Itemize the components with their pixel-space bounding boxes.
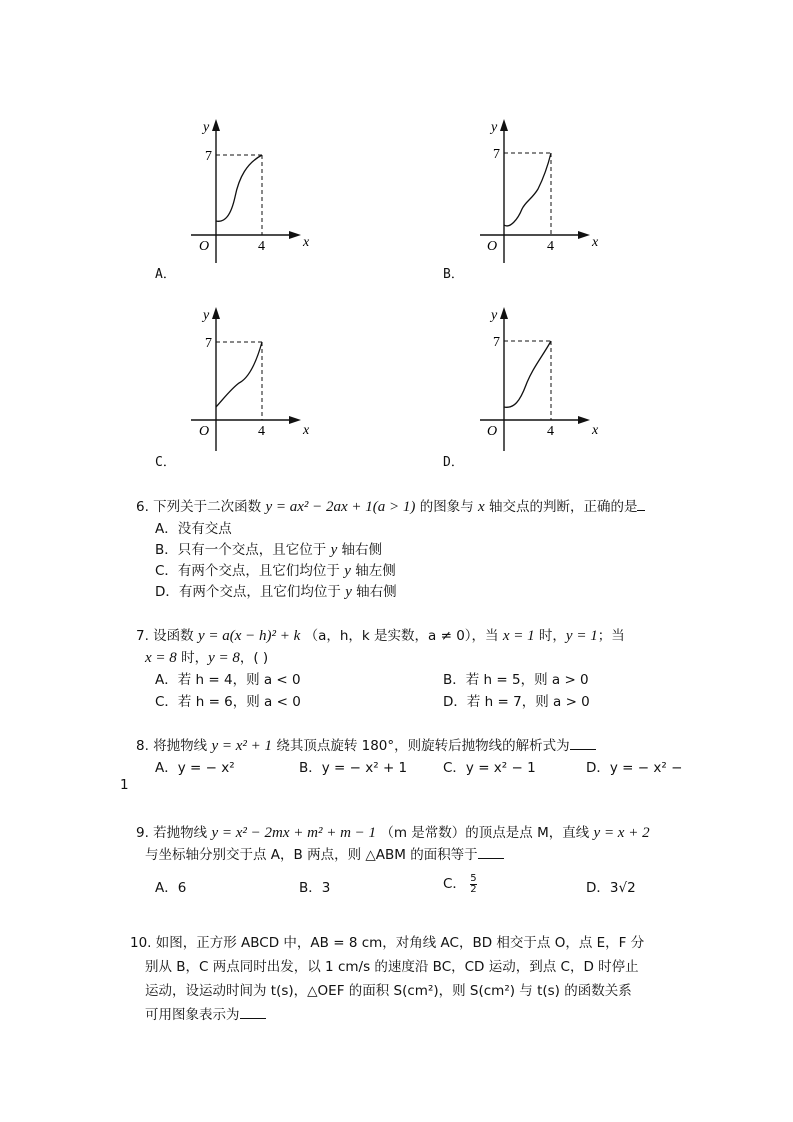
q9-formula: y = x² − 2mx + m² + m − 1 (211, 825, 377, 841)
x-mark-label: 4 (258, 424, 265, 439)
q9-option-b: B．3 (299, 880, 331, 896)
x-mark-label: 4 (258, 239, 265, 254)
y-axis-label: y (203, 308, 210, 323)
graph-a-svg (185, 115, 315, 265)
x-mark-label: 4 (547, 239, 554, 254)
y-axis-arrow-icon (500, 119, 508, 131)
q8-option-b: B．y = − x² + 1 (299, 760, 408, 776)
x-axis-arrow-icon (578, 231, 590, 239)
curve (216, 342, 262, 407)
y-axis-label: y (203, 120, 210, 135)
q7-stem-line1: 7. 设函数 y = a(x − h)² + k （a，h，k 是实数，a ≠ 0），当 x = 1 时，y = 1；当 (136, 628, 625, 644)
graph-b-label: B． (443, 267, 464, 282)
graph-d-svg (474, 303, 604, 453)
graph-d-label: D． (443, 455, 464, 470)
x-axis-label: x (303, 423, 310, 438)
y-axis-arrow-icon (212, 119, 220, 131)
y-axis-label: y (491, 120, 498, 135)
q7-option-b: B．若 h = 5，则 a > 0 (443, 672, 589, 688)
q10-line3: 运动，设运动时间为 t(s)，△OEF 的面积 S(cm²)，则 S(cm²) 与 t(s) 的函数关系 (145, 983, 632, 999)
q8-option-a: A．y = − x² (155, 760, 235, 776)
q6-option-c: C．有两个交点，且它们均位于 y 轴左侧 (155, 563, 396, 579)
q8-option-d-wrap: 1 (120, 777, 129, 793)
q7-formula: y = a(x − h)² + k (197, 628, 301, 644)
q9-option-a: A．6 (155, 880, 187, 896)
y-axis-arrow-icon (212, 307, 220, 319)
x-axis-label: x (592, 235, 599, 250)
q7-option-c: C．若 h = 6，则 a < 0 (155, 694, 301, 710)
curve (504, 341, 551, 407)
q8-stem: 8. 将抛物线 y = x² + 1 绕其顶点旋转 180°，则旋转后抛物线的解析式为 (136, 734, 596, 755)
q7-stem-line2: x = 8 时，y = 8，( ) (145, 650, 269, 666)
y-mark-label: 7 (493, 147, 500, 162)
graph-option-a (185, 115, 315, 265)
x-axis-label: x (303, 235, 310, 250)
q7-option-a: A．若 h = 4，则 a < 0 (155, 672, 301, 688)
fraction: $\frac{5}{2}$ (470, 872, 477, 895)
q6-answer-blank (637, 496, 645, 511)
q9-answer-blank (478, 844, 504, 859)
curve (216, 155, 262, 221)
origin-label: O (199, 239, 210, 254)
y-axis-arrow-icon (500, 307, 508, 319)
q8-formula: y = x² + 1 (211, 738, 273, 754)
q10-line1: 10. 如图，正方形 ABCD 中，AB = 8 cm，对角线 AC，BD 相交于点 O，点 E，F 分 (130, 935, 645, 951)
q10-line2: 别从 B，C 两点同时出发，以 1 cm/s 的速度沿 BC，CD 运动，到点 C，D 时停止 (145, 959, 639, 975)
q9-stem-line2: 与坐标轴分别交于点 A，B 两点，则 △ABM 的面积等于 (145, 843, 504, 863)
q10-line4: 可用图象表示为 (145, 1003, 266, 1023)
graph-c-svg (185, 303, 315, 453)
y-mark-label: 7 (205, 149, 212, 164)
q8-option-c: C．y = x² − 1 (443, 760, 536, 776)
x-axis-label: x (592, 423, 599, 438)
q8-answer-blank (570, 735, 596, 750)
q6-stem: 6. 下列关于二次函数 y = ax² − 2ax + 1(a > 1) 的图象与 x 轴交点的判断，正确的是 (136, 495, 645, 516)
graph-option-b (474, 115, 604, 265)
origin-label: O (487, 424, 498, 439)
origin-label: O (487, 239, 498, 254)
q6-formula: y = ax² − 2ax + 1(a > 1) (265, 499, 416, 515)
q10-answer-blank (240, 1004, 266, 1019)
q8-option-d: D．y = − x² − (586, 760, 683, 776)
q6-option-b: B．只有一个交点，且它位于 y 轴右侧 (155, 542, 383, 558)
y-mark-label: 7 (205, 336, 212, 351)
q9-option-d: D．3√2 (586, 880, 636, 896)
q9-option-c: C． $\frac{5}{2}$ (443, 872, 477, 895)
graph-option-c (185, 303, 315, 453)
graph-c-label: C． (155, 455, 176, 470)
graph-option-d (474, 303, 604, 453)
x-mark-label: 4 (547, 424, 554, 439)
q6-option-a: A．没有交点 (155, 521, 232, 537)
origin-label: O (199, 424, 210, 439)
x-axis-arrow-icon (578, 416, 590, 424)
y-axis-label: y (491, 308, 498, 323)
curve (504, 153, 551, 226)
x-axis-arrow-icon (289, 231, 301, 239)
graph-b-svg (474, 115, 604, 265)
y-mark-label: 7 (493, 335, 500, 350)
graph-a-label: A． (155, 267, 176, 282)
q6-option-d: D．有两个交点，且它们均位于 y 轴右侧 (155, 584, 397, 600)
q7-option-d: D．若 h = 7，则 a > 0 (443, 694, 590, 710)
x-axis-arrow-icon (289, 416, 301, 424)
q9-stem-line1: 9. 若抛物线 y = x² − 2mx + m² + m − 1 （m 是常数）的顶点是点 M，直线 y = x + 2 (136, 825, 650, 841)
